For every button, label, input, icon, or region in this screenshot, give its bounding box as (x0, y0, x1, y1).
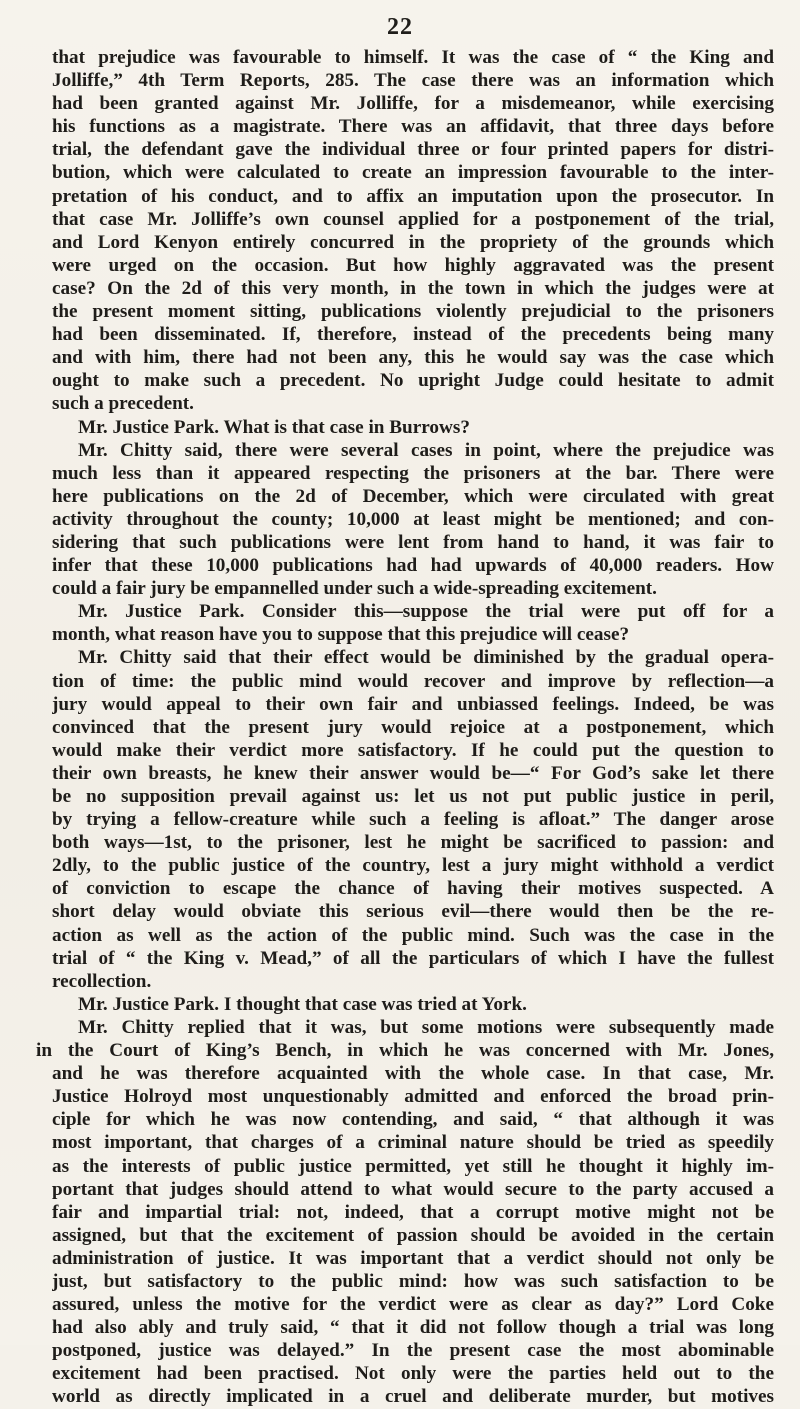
text-line: recollection. (52, 970, 152, 992)
text-line: such a precedent. (52, 393, 194, 415)
page-number: 22 (387, 14, 413, 40)
text-line: and he was therefore acquainted with the whole case. In that case, Mr. (52, 1063, 774, 1085)
text-line: just, but satisfactory to the public mind: how was such satisfaction to be (52, 1270, 774, 1292)
text-line: Jolliffe,” 4th Term Reports, 285. The case there was an information which (52, 70, 774, 92)
text-line: administration of justice. It was important that a verdict should not only be (52, 1247, 774, 1269)
text-line: had also ably and truly said, “ that it did not follow though a trial was long (52, 1317, 774, 1339)
text-line: as the interests of public justice permitted, yet still he thought it highly im- (52, 1155, 774, 1177)
text-line: month, what reason have you to suppose that this prejudice will cease? (52, 624, 630, 646)
text-line: tion of time: the public mind would recover and improve by reflection—a (52, 670, 774, 692)
text-line: Mr. Justice Park. Consider this—suppose the trial were put off for a (78, 601, 774, 623)
text-line: short delay would obviate this serious evil—there would then be the re- (52, 901, 774, 923)
text-line: most important, that charges of a criminal nature should be tried as speedily (52, 1132, 774, 1154)
text-line: trial of “ the King v. Mead,” of all the particulars of which I have the fullest (52, 947, 774, 969)
text-line: that case Mr. Jolliffe’s own counsel applied for a postponement of the trial, (52, 208, 774, 230)
text-line: and with him, there had not been any, this he would say was the case which (52, 347, 774, 369)
text-line: case? On the 2d of this very month, in the town in which the judges were at (52, 277, 774, 299)
text-line: be no supposition prevail against us: let us not put public justice in peril, (52, 786, 774, 807)
text-line: the present moment sitting, publications violently prejudicial to the prisoners (52, 301, 774, 323)
body-text (36, 46, 774, 1409)
text-line: their own breasts, he knew their answer would be—“ For God’s sake let there (52, 762, 774, 784)
text-line: fair and impartial trial: not, indeed, that a corrupt motive might not be (52, 1201, 774, 1223)
text-line: Mr. Chitty said that their effect would be diminished by the gradual opera- (78, 647, 774, 669)
text-line: sidering that such publications were lent from hand to hand, it was fair to (52, 531, 774, 553)
text-line: Mr. Justice Park. What is that case in Burrows? (78, 416, 470, 438)
text-line: trial, the defendant gave the individual three or four printed papers for distri- (52, 139, 774, 161)
text-line: by trying a fellow-creature while such a feeling is afloat.” The danger arose (52, 809, 774, 831)
text-line: activity throughout the county; 10,000 at least might be mentioned; and con- (52, 508, 774, 530)
text-line: Mr. Chitty said, there were several cases in point, where the prejudice was (78, 439, 774, 461)
text-line: infer that these 10,000 publications had had upwards of 40,000 readers. How (52, 555, 774, 577)
text-line: ought to make such a precedent. No upright Judge could hesitate to admit (52, 370, 774, 392)
text-line: postponed, justice was delayed.” In the present case the most abominable (52, 1340, 774, 1362)
text-line: 2dly, to the public justice of the country, lest a jury might withhold a verdict (52, 855, 774, 877)
text-line: Mr. Chitty replied that it was, but some motions were subsequently made (78, 1016, 774, 1038)
text-line: of conviction to escape the chance of having their motives suspected. A (52, 878, 774, 900)
text-line: ciple for which he was now contending, and said, “ that although it was (52, 1109, 774, 1131)
text-line: world as directly implicated in a cruel and deliberate murder, but motives (52, 1386, 774, 1408)
text-line: would make their verdict more satisfactory. If he could put the question to (52, 739, 774, 761)
text-line: Mr. Justice Park. I thought that case was tried at York. (78, 993, 527, 1015)
text-line: Justice Holroyd most unquestionably admitted and enforced the broad prin- (52, 1086, 774, 1108)
text-line: had been granted against Mr. Jolliffe, for a misdemeanor, while exercising (52, 93, 774, 115)
text-line: excitement had been practised. Not only were the parties held out to the (52, 1363, 774, 1385)
text-line: had been disseminated. If, therefore, instead of the precedents being many (52, 324, 774, 346)
text-line: here publications on the 2d of December, which were circulated with great (52, 485, 774, 507)
text-line: were urged on the occasion. But how highly aggravated was the present (52, 254, 774, 276)
text-line: bution, which were calculated to create an impression favourable to the inter- (52, 162, 774, 184)
text-line: in the Court of King’s Bench, in which he was concerned with Mr. Jones, (36, 1040, 774, 1062)
text-line: much less than it appeared respecting the prisoners at the bar. There were (52, 462, 774, 484)
text-line: and Lord Kenyon entirely concurred in the propriety of the grounds which (52, 231, 774, 253)
text-line: jury would appeal to their own fair and unbiassed feelings. Indeed, be was (52, 693, 774, 715)
text-line: convinced that the present jury would rejoice at a postponement, which (52, 716, 774, 738)
text-line: both ways—1st, to the prisoner, lest he might be sacrificed to passion: and (52, 832, 774, 854)
text-line: portant that judges should attend to what would secure to the party accused a (52, 1178, 774, 1200)
text-line: action as well as the action of the public mind. Such was the case in the (52, 924, 774, 946)
text-line: assured, unless the motive for the verdict were as clear as day?” Lord Coke (52, 1294, 774, 1316)
text-line: assigned, but that the excitement of passion should be avoided in the certain (52, 1224, 774, 1246)
text-line: that prejudice was favourable to himself. It was the case of “ the King and (52, 47, 774, 68)
text-line: his functions as a magistrate. There was an affidavit, that three days before (52, 116, 774, 138)
text-line: could a fair jury be empannelled under such a wide-spreading excitement. (52, 578, 657, 600)
text-line: pretation of his conduct, and to affix an imputation upon the prosecutor. In (52, 185, 774, 207)
